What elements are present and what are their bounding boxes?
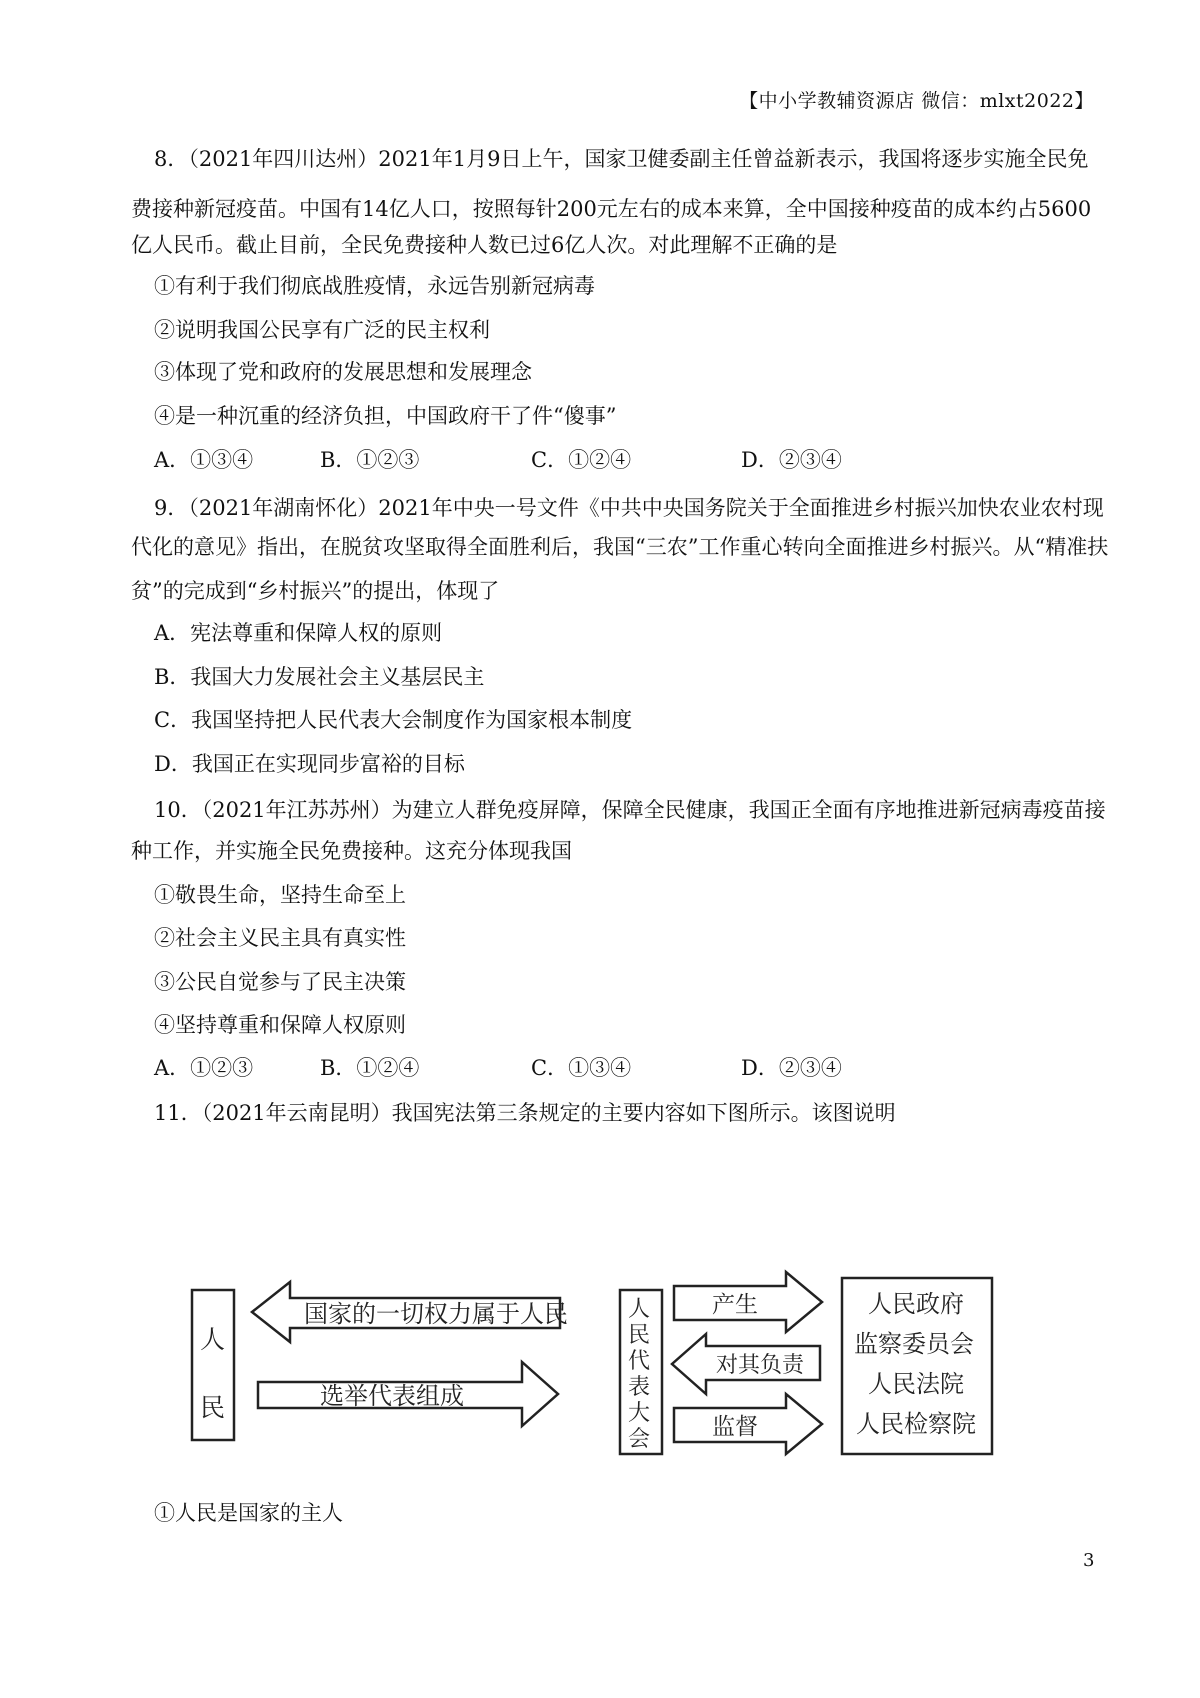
q11-item-1: ①人民是国家的主人 bbox=[154, 1501, 343, 1525]
q10-item-3: ③公民自觉参与了民主决策 bbox=[154, 970, 406, 994]
arrow-produce-label: 产生 bbox=[712, 1292, 758, 1318]
npc-char-2: 民 bbox=[628, 1323, 651, 1348]
q8-line-3: 亿人民币。截止目前，全民免费接种人数已过6亿人次。对此理解不正确的是 bbox=[131, 233, 838, 257]
q9-option-a: A．宪法尊重和保障人权的原则 bbox=[154, 621, 443, 645]
npc-char-6: 会 bbox=[628, 1427, 651, 1452]
q8-option-c: C．①②④ bbox=[531, 448, 632, 472]
q9-line-2: 代化的意见》指出，在脱贫攻坚取得全面胜利后，我国“三农”工作重心转向全面推进乡村振兴。从“精准扶 bbox=[131, 535, 1109, 559]
q11-line: 11．（2021年云南昆明）我国宪法第三条规定的主要内容如下图所示。该图说明 bbox=[154, 1101, 896, 1125]
q8-line-2: 费接种新冠疫苗。中国有14亿人口，按照每针200元左右的成本来算，全中国接种疫苗的成本约占5600 bbox=[131, 197, 1092, 221]
q8-item-1: ①有利于我们彻底战胜疫情，永远告别新冠病毒 bbox=[154, 274, 595, 298]
people-char-1: 人 bbox=[200, 1325, 226, 1354]
page-header: 【中小学教辅资源店 微信：mlxt2022】 bbox=[739, 90, 1094, 112]
npc-char-1: 人 bbox=[628, 1297, 651, 1322]
q9-line-3: 贫”的完成到“乡村振兴”的提出，体现了 bbox=[131, 579, 500, 603]
constitution-article3-diagram bbox=[180, 1262, 1000, 1462]
arrow-responsible-label: 对其负责 bbox=[716, 1353, 805, 1378]
q8-line-1: 8．（2021年四川达州）2021年1月9日上午，国家卫健委副主任曾益新表示，我国将逐步实施全民免 bbox=[154, 147, 1089, 171]
q8-option-d: D．②③④ bbox=[741, 448, 842, 472]
organ-government: 人民政府 bbox=[868, 1290, 964, 1318]
npc-char-4: 表 bbox=[628, 1375, 651, 1400]
q8-item-2: ②说明我国公民享有广泛的民主权利 bbox=[154, 318, 490, 342]
npc-char-5: 大 bbox=[628, 1401, 651, 1426]
people-char-2: 民 bbox=[200, 1393, 226, 1422]
q10-item-2: ②社会主义民主具有真实性 bbox=[154, 926, 406, 950]
npc-char-3: 代 bbox=[628, 1349, 651, 1374]
q10-item-1: ①敬畏生命，坚持生命至上 bbox=[154, 883, 406, 907]
q10-line-1: 10．（2021年江苏苏州）为建立人群免疫屏障，保障全民健康，我国正全面有序地推进新冠病毒疫苗接 bbox=[154, 798, 1106, 822]
organ-court: 人民法院 bbox=[868, 1370, 964, 1398]
q8-option-b: B．①②③ bbox=[320, 448, 420, 472]
q9-option-b: B．我国大力发展社会主义基层民主 bbox=[154, 665, 485, 689]
q10-option-a: A．①②③ bbox=[154, 1056, 254, 1080]
arrow-power-label: 国家的一切权力属于人民 bbox=[304, 1300, 568, 1328]
q8-item-3: ③体现了党和政府的发展思想和发展理念 bbox=[154, 360, 532, 384]
organ-procuratorate: 人民检察院 bbox=[856, 1410, 976, 1438]
organ-supervisory: 监察委员会 bbox=[854, 1330, 974, 1358]
q8-item-4: ④是一种沉重的经济负担，中国政府干了件“傻事” bbox=[154, 404, 617, 428]
page-number: 3 bbox=[1083, 1550, 1095, 1571]
q10-option-c: C．①③④ bbox=[531, 1056, 632, 1080]
q8-option-a: A．①③④ bbox=[154, 448, 254, 472]
q10-option-b: B．①②④ bbox=[320, 1056, 420, 1080]
arrow-elect-label: 选举代表组成 bbox=[320, 1382, 464, 1410]
q10-item-4: ④坚持尊重和保障人权原则 bbox=[154, 1013, 406, 1037]
q10-option-d: D．②③④ bbox=[741, 1056, 842, 1080]
q9-option-c: C．我国坚持把人民代表大会制度作为国家根本制度 bbox=[154, 708, 633, 732]
q9-option-d: D．我国正在实现同步富裕的目标 bbox=[154, 752, 465, 776]
arrow-supervise-label: 监督 bbox=[712, 1414, 758, 1440]
q10-line-2: 种工作，并实施全民免费接种。这充分体现我国 bbox=[131, 839, 572, 863]
q9-line-1: 9．（2021年湖南怀化）2021年中央一号文件《中共中央国务院关于全面推进乡村振兴加快农业农村现 bbox=[154, 496, 1104, 520]
